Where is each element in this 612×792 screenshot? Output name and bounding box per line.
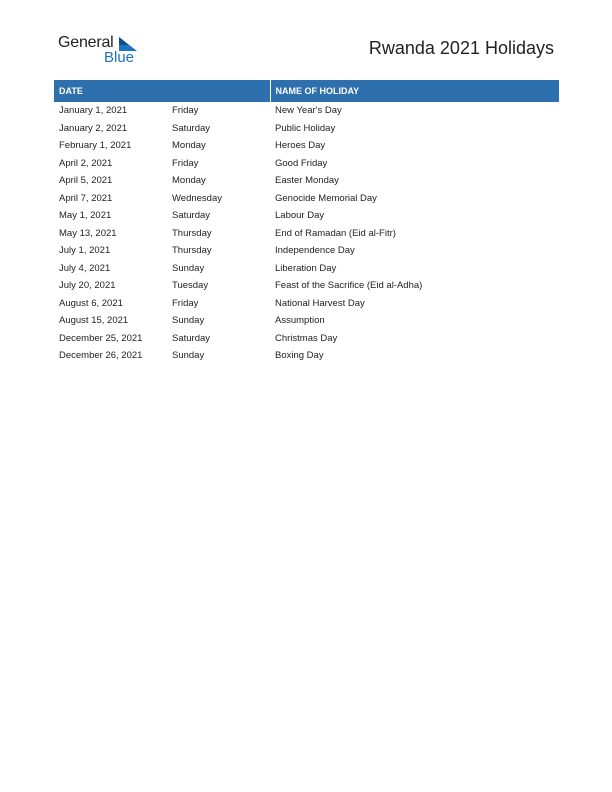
weekday-cell: Saturday xyxy=(172,122,211,134)
table-row xyxy=(54,190,559,208)
table-row xyxy=(54,330,559,348)
date-cell: July 20, 2021 xyxy=(59,280,116,292)
weekday-cell: Friday xyxy=(172,297,199,309)
date-cell: August 6, 2021 xyxy=(59,297,123,309)
holiday-name-cell: End of Ramadan (Eid al-Fitr) xyxy=(275,227,396,239)
date-cell: December 25, 2021 xyxy=(59,332,143,344)
holiday-name-cell: Christmas Day xyxy=(275,332,338,344)
page-title: Rwanda 2021 Holidays xyxy=(368,38,554,58)
table-row xyxy=(54,172,559,190)
weekday-cell: Tuesday xyxy=(172,280,209,292)
logo-word-blue: Blue xyxy=(104,49,135,66)
date-cell: August 15, 2021 xyxy=(59,315,129,327)
generalblue-logo xyxy=(58,34,158,68)
table-header-row xyxy=(54,80,559,102)
date-cell: January 2, 2021 xyxy=(59,122,128,134)
holiday-name-cell: Assumption xyxy=(275,315,325,327)
table-row xyxy=(54,277,559,295)
table-row xyxy=(54,207,559,225)
holiday-name-cell: Heroes Day xyxy=(275,140,326,152)
holiday-name-cell: Liberation Day xyxy=(275,262,337,274)
table-row xyxy=(54,312,559,330)
logo-word-general: General xyxy=(58,34,114,51)
date-cell: July 1, 2021 xyxy=(59,245,111,257)
weekday-cell: Saturday xyxy=(172,210,211,222)
holiday-name-cell: Boxing Day xyxy=(275,350,324,362)
holiday-name-cell: Independence Day xyxy=(275,245,355,257)
weekday-cell: Wednesday xyxy=(172,192,222,204)
date-cell: April 2, 2021 xyxy=(59,157,113,169)
date-cell: April 7, 2021 xyxy=(59,192,113,204)
table-row xyxy=(54,120,559,138)
table-row xyxy=(54,102,559,120)
weekday-cell: Monday xyxy=(172,140,206,152)
weekday-cell: Sunday xyxy=(172,315,205,327)
weekday-cell: Thursday xyxy=(172,227,212,239)
table-row xyxy=(54,295,559,313)
holiday-name-cell: New Year's Day xyxy=(275,105,342,117)
date-cell: May 13, 2021 xyxy=(59,227,117,239)
weekday-cell: Thursday xyxy=(172,245,212,257)
date-cell: December 26, 2021 xyxy=(59,350,143,362)
table-row xyxy=(54,260,559,278)
weekday-cell: Monday xyxy=(172,175,206,187)
date-cell: April 5, 2021 xyxy=(59,175,113,187)
table-row xyxy=(54,137,559,155)
date-cell: January 1, 2021 xyxy=(59,105,128,117)
holiday-name-cell: Feast of the Sacrifice (Eid al-Adha) xyxy=(275,280,423,292)
date-cell: February 1, 2021 xyxy=(59,140,132,152)
column-header-date: DATE xyxy=(54,80,270,102)
weekday-cell: Saturday xyxy=(172,332,211,344)
holiday-name-cell: Labour Day xyxy=(275,210,325,222)
weekday-cell: Friday xyxy=(172,157,199,169)
holiday-name-cell: Public Holiday xyxy=(275,122,336,134)
date-cell: July 4, 2021 xyxy=(59,262,111,274)
date-cell: May 1, 2021 xyxy=(59,210,112,222)
table-row xyxy=(54,225,559,243)
holiday-name-cell: Easter Monday xyxy=(275,175,339,187)
table-row xyxy=(54,155,559,173)
holiday-name-cell: National Harvest Day xyxy=(275,297,365,309)
weekday-cell: Sunday xyxy=(172,350,205,362)
table-row xyxy=(54,242,559,260)
column-header-holiday: NAME OF HOLIDAY xyxy=(270,80,559,102)
weekday-cell: Friday xyxy=(172,105,199,117)
table-row xyxy=(54,347,559,365)
holiday-name-cell: Good Friday xyxy=(275,157,328,169)
holidays-table xyxy=(54,80,559,365)
weekday-cell: Sunday xyxy=(172,262,205,274)
holiday-name-cell: Genocide Memorial Day xyxy=(275,192,377,204)
